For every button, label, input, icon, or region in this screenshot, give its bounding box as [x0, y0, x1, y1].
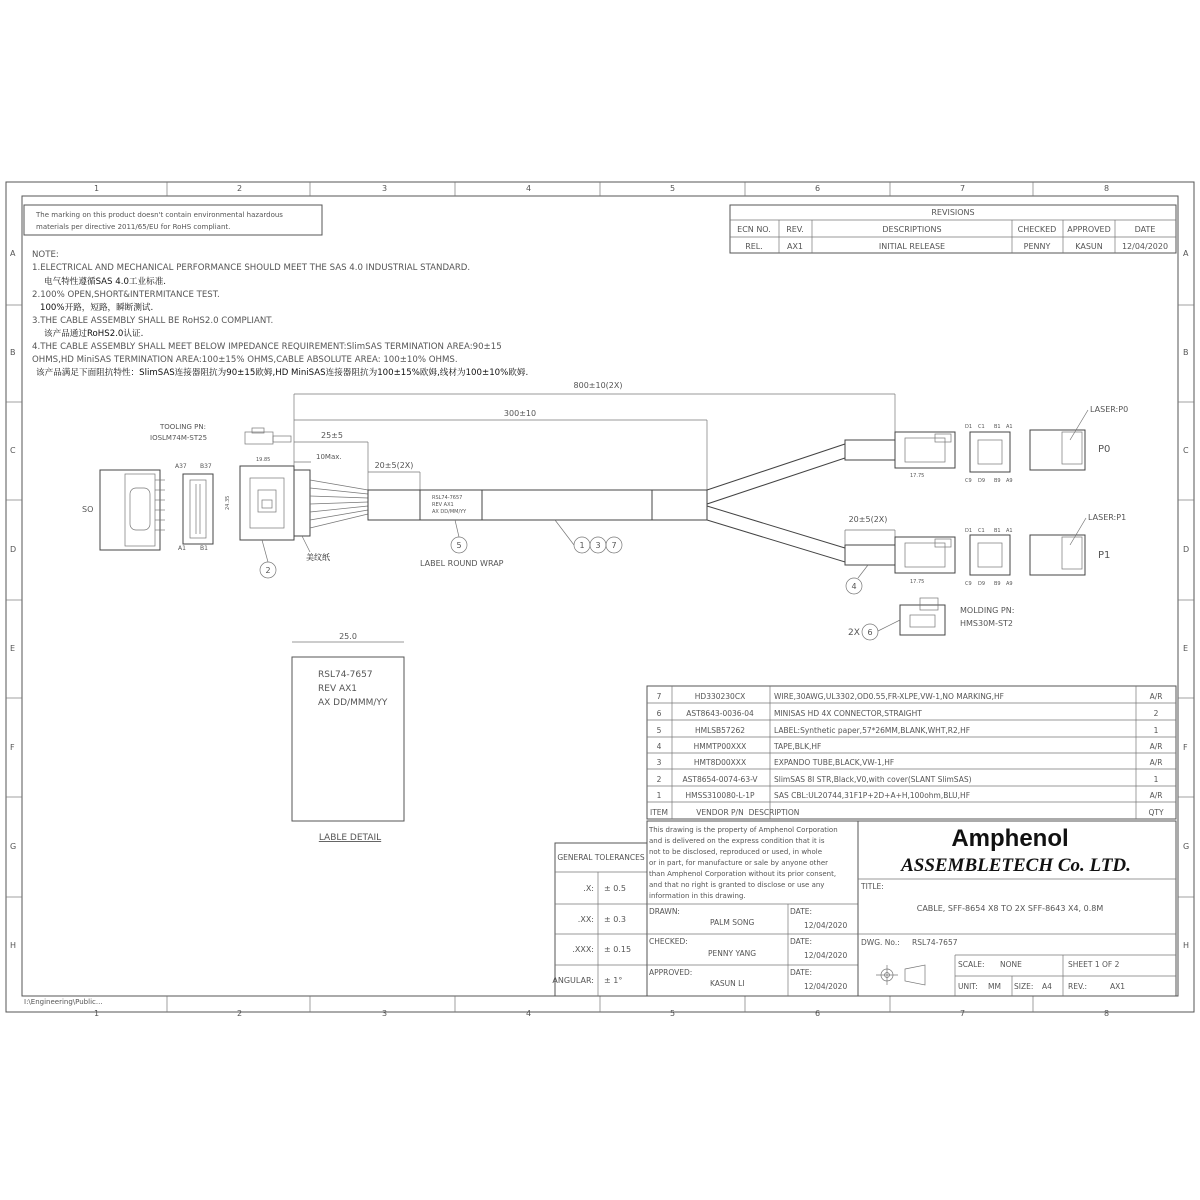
- label-width-dim: 25.0: [339, 632, 357, 641]
- title-value: CABLE, SFF-8654 X8 TO 2X SFF-8643 X4, 0.8M: [916, 904, 1104, 913]
- bom-cell: 6: [656, 709, 662, 718]
- pin-label: B37: [200, 463, 212, 470]
- col-number: 8: [1104, 184, 1110, 193]
- pin-label: B1: [994, 528, 1001, 534]
- port-p0: P0: [1098, 444, 1111, 455]
- cable-drawing: [82, 381, 1128, 640]
- tape-segment: [368, 490, 420, 520]
- molding-part: [900, 598, 945, 635]
- branch-p0: [707, 444, 845, 504]
- rev-cell: KASUN: [1075, 242, 1103, 251]
- dim-label: 17.75: [910, 579, 925, 585]
- svg-text:2: 2: [265, 566, 271, 575]
- size-value: A4: [1042, 982, 1052, 991]
- unit-value: MM: [988, 982, 1001, 991]
- so-label: SO: [82, 505, 94, 514]
- bom-cell: A/R: [1149, 791, 1163, 800]
- outer-frame: [6, 182, 1194, 1012]
- bom-cell: 4: [656, 742, 662, 751]
- laser-p1-label: LASER:P1: [1088, 513, 1127, 522]
- bom-cell: HMMTP00XXX: [693, 742, 747, 751]
- col-number: 2: [237, 1009, 243, 1018]
- dim-label: 24.35: [225, 495, 231, 510]
- property-line: than Amphenol Corporation without its prior consent,: [649, 870, 837, 878]
- braided-sleeve: [482, 490, 652, 520]
- date-label: DATE:: [790, 968, 813, 977]
- label-detail-line: AX DD/MMM/YY: [318, 698, 388, 708]
- pin-label: B1: [994, 424, 1001, 430]
- sheet-info: SHEET 1 OF 2: [1068, 960, 1120, 969]
- bom-cell: 3: [656, 758, 662, 767]
- pin-label: A1: [1006, 528, 1013, 534]
- col-number: 2: [237, 184, 243, 193]
- rev-header: DATE: [1134, 225, 1156, 234]
- dim-label: 19.85: [256, 457, 271, 463]
- port-p1: P1: [1098, 550, 1111, 561]
- property-line: This drawing is the property of Amphenol Corporation: [649, 826, 838, 834]
- note-line: 该产品通过RoHS2.0认证.: [44, 329, 144, 339]
- wire-bundle: [310, 480, 368, 528]
- bom-cell: HMT8D00XXX: [693, 758, 747, 767]
- bom-table: [647, 686, 1176, 819]
- col-number: 8: [1104, 1009, 1110, 1018]
- rev-cell: 12/04/2020: [1121, 242, 1169, 251]
- row-letter: C: [1183, 446, 1189, 455]
- bom-cell: 2: [656, 775, 662, 784]
- bom-cell: 1: [1153, 726, 1159, 735]
- notes-header: NOTE:: [32, 250, 59, 260]
- pin-label: A9: [1006, 581, 1013, 587]
- note-line: 4.THE CABLE ASSEMBLY SHALL MEET BELOW IMPEDANCE REQUIREMENT:SlimSAS TERMINATION AREA:90±15: [32, 342, 502, 352]
- bom-cell: HMSS310080-L-1P: [685, 791, 755, 800]
- property-line: and is delivered on the express condition that it is: [649, 837, 825, 845]
- note-line: 该产品满足下面阻抗特性：SlimSAS连接器阻抗为90±15欧姆,HD MiniSAS连接器阻抗为100±15%欧姆,线材为100±10%欧姆.: [36, 368, 529, 378]
- bom-cell: WIRE,30AWG,UL3302,OD0.55,FR-XLPE,VW-1,NO MARKING,HF: [774, 692, 1004, 701]
- revisions-title: REVISIONS: [931, 208, 975, 217]
- col-number: 3: [382, 184, 388, 193]
- title-label: TITLE:: [861, 882, 884, 891]
- dwg-value: RSL74-7657: [912, 938, 958, 947]
- molding-qty: 2X: [848, 628, 860, 638]
- projection-symbol-icon: [876, 965, 925, 985]
- pin-label: D1: [965, 424, 973, 430]
- row-letter: G: [10, 842, 17, 851]
- note-line: 电气特性遵循SAS 4.0工业标准.: [44, 277, 167, 287]
- pin-label: A37: [175, 463, 187, 470]
- svg-text:5: 5: [456, 541, 462, 550]
- row-letter: E: [1183, 644, 1189, 653]
- rev-cell: REL.: [745, 242, 763, 251]
- title-block: [858, 821, 1176, 996]
- pin-label: C1: [978, 424, 985, 430]
- date-label: DATE:: [790, 937, 813, 946]
- svg-text:1: 1: [579, 541, 585, 550]
- bom-header: DESCRIPTION: [748, 808, 800, 817]
- bom-cell: LABEL:Synthetic paper,57*26MM,BLANK,WHT,R2,HF: [774, 726, 971, 735]
- bom-cell: AST8654-0074-63-V: [682, 775, 758, 784]
- property-line: or in part, for manufacture or sale by anyone other: [649, 859, 829, 867]
- rev-cell: AX1: [786, 242, 804, 251]
- company-name: Amphenol: [951, 825, 1069, 852]
- dim-overall-length: 800±10(2X): [573, 381, 623, 390]
- row-letter: B: [10, 348, 16, 357]
- bom-cell: AST8643-0036-04: [686, 709, 754, 718]
- svg-text:7: 7: [611, 541, 617, 550]
- col-number: 7: [960, 184, 966, 193]
- dim-breakout-length: 300±10: [503, 409, 537, 418]
- date-value: 12/04/2020: [804, 951, 848, 960]
- label-detail-line: RSL74-7657: [318, 670, 373, 680]
- label-detail-line: REV AX1: [318, 684, 358, 694]
- dim-tape-offset: 25±5: [321, 431, 343, 440]
- col-number: 7: [960, 1009, 966, 1018]
- label-text: AX DD/MM/YY: [432, 509, 467, 515]
- balloon-5: [451, 520, 467, 553]
- rev-value: AX1: [1110, 982, 1126, 991]
- label-detail: [292, 632, 404, 843]
- pin-label: C1: [978, 528, 985, 534]
- scale-label: SCALE:: [958, 960, 985, 969]
- revisions-table: [730, 205, 1176, 253]
- pin-label: A1: [1006, 424, 1013, 430]
- bom-cell: 1: [656, 791, 662, 800]
- pin-label: C9: [965, 581, 972, 587]
- tol-label: .XX:: [577, 915, 594, 924]
- dim-10max: 10Max.: [316, 453, 342, 461]
- property-line: information in this drawing.: [649, 892, 746, 900]
- bom-header: QTY: [1148, 808, 1164, 817]
- row-letter: D: [10, 545, 17, 554]
- env-note-line: The marking on this product doesn't contain environmental hazardous: [36, 211, 283, 219]
- company-subname: ASSEMBLETECH Co. LTD.: [901, 855, 1131, 876]
- tol-value: ± 0.5: [604, 884, 626, 893]
- row-letter: H: [1183, 941, 1190, 950]
- bom-cell: SAS CBL:UL20744,31F1P+2D+A+H,100ohm,BLU,HF: [774, 791, 971, 800]
- col-number: 3: [382, 1009, 388, 1018]
- pin-label: C9: [965, 478, 972, 484]
- col-number: 4: [526, 184, 532, 193]
- row-letter: F: [1183, 743, 1188, 752]
- tol-value: ± 0.3: [604, 915, 626, 924]
- drawn-name: PALM SONG: [710, 918, 755, 927]
- tol-value: ± 0.15: [604, 945, 632, 954]
- label-text: REV AX1: [432, 502, 454, 508]
- pin-label: D9: [978, 478, 986, 484]
- minisas-connector-p0: [895, 430, 1085, 472]
- row-letter: C: [10, 446, 16, 455]
- tol-value: ± 1°: [604, 976, 623, 985]
- property-notice: [647, 821, 858, 996]
- env-note-line: materials per directive 2011/65/EU for RoHS compliant.: [36, 223, 231, 231]
- pin-label: D9: [978, 581, 986, 587]
- tape-segment-p0: [845, 440, 895, 460]
- col-number: 1: [94, 184, 100, 193]
- size-label: SIZE:: [1014, 982, 1034, 991]
- col-number: 5: [670, 184, 676, 193]
- bom-cell: HMLSB57262: [694, 726, 746, 735]
- tooling-pn-value: IOSLM74M-ST25: [150, 434, 208, 442]
- col-number: 5: [670, 1009, 676, 1018]
- col-number: 6: [815, 184, 821, 193]
- bom-cell: A/R: [1149, 692, 1163, 701]
- approved-name: KASUN LI: [710, 979, 745, 988]
- drawn-label: DRAWN:: [649, 907, 680, 916]
- minisas-connector-p1: [895, 535, 1085, 575]
- scale-value: NONE: [1000, 960, 1022, 969]
- bom-header: VENDOR P/N: [696, 808, 744, 817]
- property-line: and that no right is granted to disclose or use any: [649, 881, 825, 889]
- tooling-pn-label: TOOLING PN:: [160, 423, 206, 431]
- date-value: 12/04/2020: [804, 982, 848, 991]
- rev-header: APPROVED: [1067, 225, 1111, 234]
- svg-text:6: 6: [867, 628, 873, 637]
- approved-label: APPROVED:: [649, 968, 693, 977]
- laser-p0-label: LASER:P0: [1090, 405, 1129, 414]
- date-value: 12/04/2020: [804, 921, 848, 930]
- bom-cell: 5: [656, 726, 662, 735]
- pin-label: A9: [1006, 478, 1013, 484]
- balloon-1-3-7: [555, 520, 622, 553]
- masking-tape-label: 美纹纸: [306, 553, 330, 562]
- molding-pn-label: MOLDING PN:: [960, 606, 1015, 615]
- row-letter: F: [10, 743, 15, 752]
- bom-cell: 7: [656, 692, 662, 701]
- pin-label: A1: [178, 545, 186, 552]
- pin-label: D1: [965, 528, 973, 534]
- row-letter: B: [1183, 348, 1189, 357]
- note-line: 1.ELECTRICAL AND MECHANICAL PERFORMANCE SHOULD MEET THE SAS 4.0 INDUSTRIAL STANDARD.: [32, 263, 471, 273]
- molding-pn-value: HMS30M-ST2: [960, 619, 1014, 628]
- dim-tape-length-left: 20±5(2X): [374, 461, 414, 470]
- row-letter: H: [10, 941, 17, 950]
- balloon-6: [862, 624, 878, 640]
- row-letter: E: [10, 644, 16, 653]
- date-label: DATE:: [790, 907, 813, 916]
- row-letter: G: [1183, 842, 1190, 851]
- rev-header: ECN NO.: [737, 225, 771, 234]
- tol-label: .XXX:: [572, 945, 594, 954]
- pin-label: B1: [200, 545, 208, 552]
- tolerances-table: [552, 843, 647, 996]
- pin-label: B9: [994, 581, 1001, 587]
- note-line: OHMS,HD MiniSAS TERMINATION AREA:100±15% OHMS,CABLE ABSOLUTE AREA: 100±10% OHMS.: [32, 355, 458, 365]
- checked-name: PENNY YANG: [708, 949, 756, 958]
- dim-tape-length-right: 20±5(2X): [848, 515, 888, 524]
- bom-cell: A/R: [1149, 742, 1163, 751]
- row-letter: D: [1183, 545, 1190, 554]
- bom-cell: 2: [1153, 709, 1159, 718]
- note-line: 100%开路，短路，瞬断测试.: [40, 303, 154, 313]
- bom-cell: A/R: [1149, 758, 1163, 767]
- col-number: 6: [815, 1009, 821, 1018]
- rev-header: CHECKED: [1017, 225, 1057, 234]
- note-line: 2.100% OPEN,SHORT&INTERMITANCE TEST.: [32, 290, 220, 300]
- svg-text:3: 3: [595, 541, 601, 550]
- rev-cell: INITIAL RELEASE: [878, 242, 946, 251]
- rev-cell: PENNY: [1023, 242, 1051, 251]
- rev-header: REV.: [786, 225, 804, 234]
- tape-segment-p1: [845, 545, 895, 565]
- property-line: not to be disclosed, reproduced or used, in whole: [649, 848, 823, 856]
- bom-cell: MINISAS HD 4X CONNECTOR,STRAIGHT: [774, 709, 922, 718]
- label-detail-caption: LABLE DETAIL: [318, 833, 382, 843]
- tape-segment: [652, 490, 707, 520]
- tooling-icon: [245, 428, 291, 444]
- col-number: 1: [94, 1009, 100, 1018]
- dwg-label: DWG. No.:: [861, 938, 900, 947]
- bom-cell: EXPANDO TUBE,BLACK,VW-1,HF: [774, 758, 895, 767]
- unit-label: UNIT:: [958, 982, 978, 991]
- dim-label: 17.75: [910, 473, 925, 479]
- file-path: I:\Engineering\Public...: [24, 998, 103, 1006]
- tolerances-title: GENERAL TOLERANCES: [557, 853, 645, 862]
- bom-cell: TAPE,BLK,HF: [774, 742, 822, 751]
- tol-label: .X:: [583, 884, 594, 893]
- row-letter: A: [10, 249, 16, 258]
- label-text: RSL74-7657: [432, 495, 463, 501]
- branch-p1: [707, 506, 845, 562]
- env-note-box: [24, 205, 322, 235]
- pin-label: B9: [994, 478, 1001, 484]
- svg-text:4: 4: [851, 582, 857, 591]
- balloon-2: [260, 540, 276, 578]
- checked-label: CHECKED:: [649, 937, 688, 946]
- bom-cell: 1: [1153, 775, 1159, 784]
- balloon-4: [846, 565, 868, 594]
- col-number: 4: [526, 1009, 532, 1018]
- notes-block: [32, 250, 528, 378]
- slimsas-connector: [240, 466, 310, 540]
- bom-header: ITEM: [649, 808, 669, 817]
- tol-label: ANGULAR:: [552, 976, 594, 985]
- bom-cell: HD330230CX: [694, 692, 746, 701]
- rev-header: DESCRIPTIONS: [882, 225, 942, 234]
- row-letter: A: [1183, 249, 1189, 258]
- rev-label: REV.:: [1068, 982, 1088, 991]
- label-round-wrap: LABEL ROUND WRAP: [420, 559, 504, 568]
- so-connector-end-view: [100, 470, 165, 550]
- bom-cell: SlimSAS 8I STR,Black,V0,with cover(SLANT SlimSAS): [774, 775, 972, 784]
- note-line: 3.THE CABLE ASSEMBLY SHALL BE RoHS2.0 COMPLIANT.: [32, 316, 274, 326]
- so-connector-side-view: [183, 474, 213, 544]
